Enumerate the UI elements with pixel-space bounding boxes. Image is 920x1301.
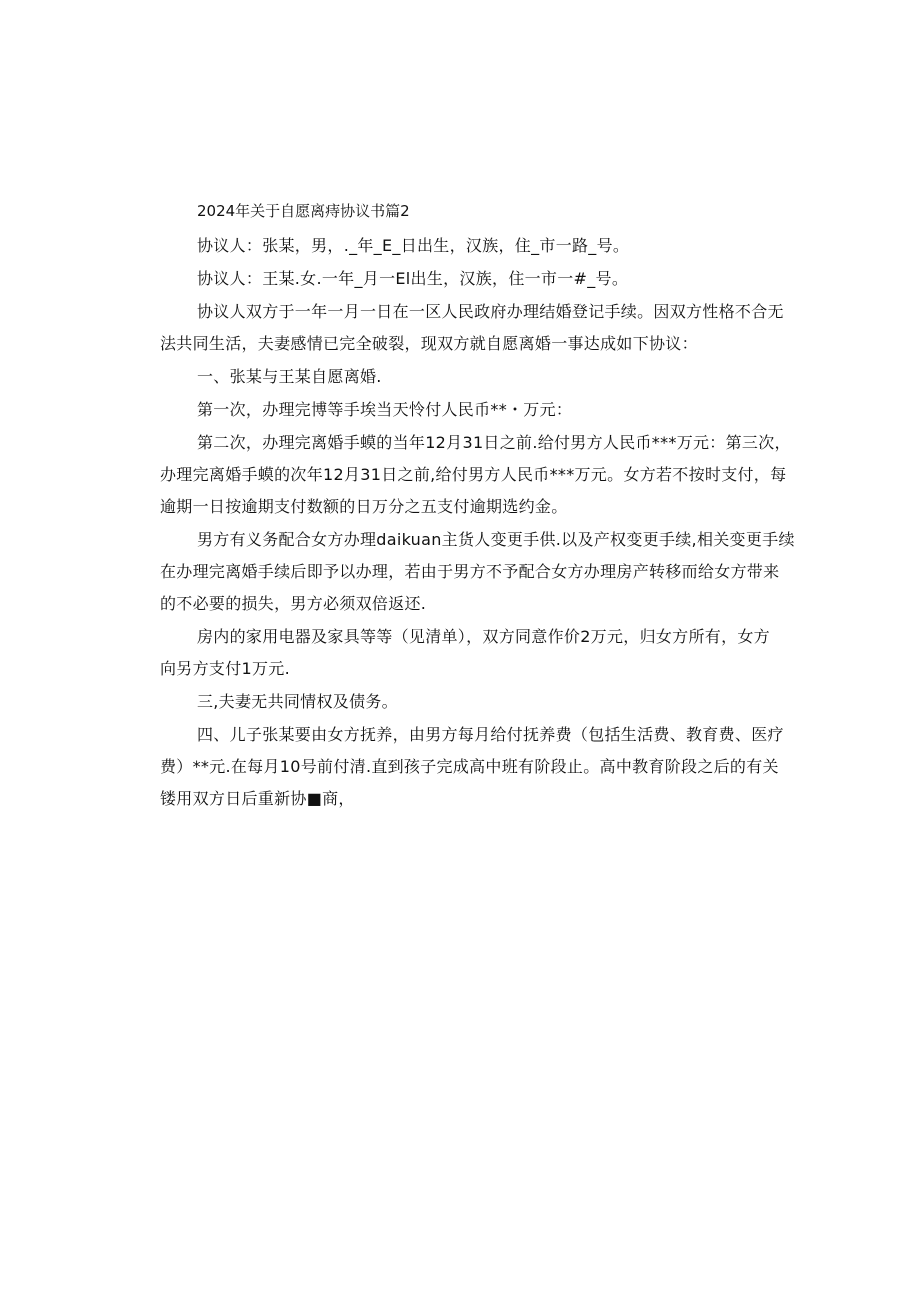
party-2: 协议人：王某.女.一年_月一El出生，汉族，住一市一#_号。 xyxy=(197,269,629,288)
house-paragraph xyxy=(160,524,795,620)
clause-3: 三,夫妻无共同情权及债务。 xyxy=(197,692,398,711)
intro-paragraph xyxy=(160,296,784,360)
furniture-line-2: 向另方支付1万元. xyxy=(160,659,290,678)
intro-line-2: 法共同生活，夫妻感情已完全破裂，现双方就自愿离婚一事达成如下协议： xyxy=(160,334,698,353)
house-line-1: 男方有义务配合女方办理daikuan主货人变更手供.以及产权变更手续,相关变更手续 xyxy=(197,530,795,549)
clause-1: 一、张某与王某自愿离婚. xyxy=(197,367,382,386)
document-body xyxy=(160,198,795,816)
payment-second-line-3: 逾期一日按逾期支付数额的日万分之五支付逾期选约金。 xyxy=(160,497,568,516)
payment-second-line-2: 办理完离婚手蟆的次年12月31日之前,给付男方人民币***万元。女方若不按时支付，每 xyxy=(160,465,787,484)
party-1: 协议人：张某，男，._年_E_日出生，汉族，住_市一路_号。 xyxy=(197,236,630,255)
furniture-line-1: 房内的家用电器及家具等等（见清单），双方同意作价2万元，归女方所有，女方 xyxy=(197,627,770,646)
furniture-paragraph xyxy=(160,621,770,685)
document-title: 2024年关于自愿离痔协议书篇2 xyxy=(197,202,410,220)
payment-second-line-1: 第二次，办理完离婚手蟆的当年12月31日之前.给付男方人民币***万元：第三次， xyxy=(197,433,791,452)
intro-line-1: 协议人双方于一年一月一日在一区人民政府办理结婚登记手续。因双方性格不合无 xyxy=(197,302,784,321)
house-line-2: 在办理完离婚手续后即予以办理，若由于男方不予配合女方办理房产转移而给女方带来 xyxy=(160,562,780,581)
clause-4-line-1: 四、儿子张某要由女方抚养，由男方每月给付抚养费（包括生活费、教育费、医疗 xyxy=(197,725,784,744)
clause-4-line-3: 镂用双方日后重新协■商， xyxy=(160,789,355,808)
house-line-3: 的不必要的损失，男方必须双倍返还. xyxy=(160,594,427,613)
payment-second-paragraph xyxy=(160,427,791,523)
payment-first: 第一次，办理完博等手埃当天怜付人民币**・万元： xyxy=(197,400,573,419)
clause-4-paragraph xyxy=(160,719,784,815)
clause-4-line-2: 费）**元.在每月10号前付清.直到孩子完成高中班有阶段止。高中教育阶段之后的有关 xyxy=(160,757,779,776)
